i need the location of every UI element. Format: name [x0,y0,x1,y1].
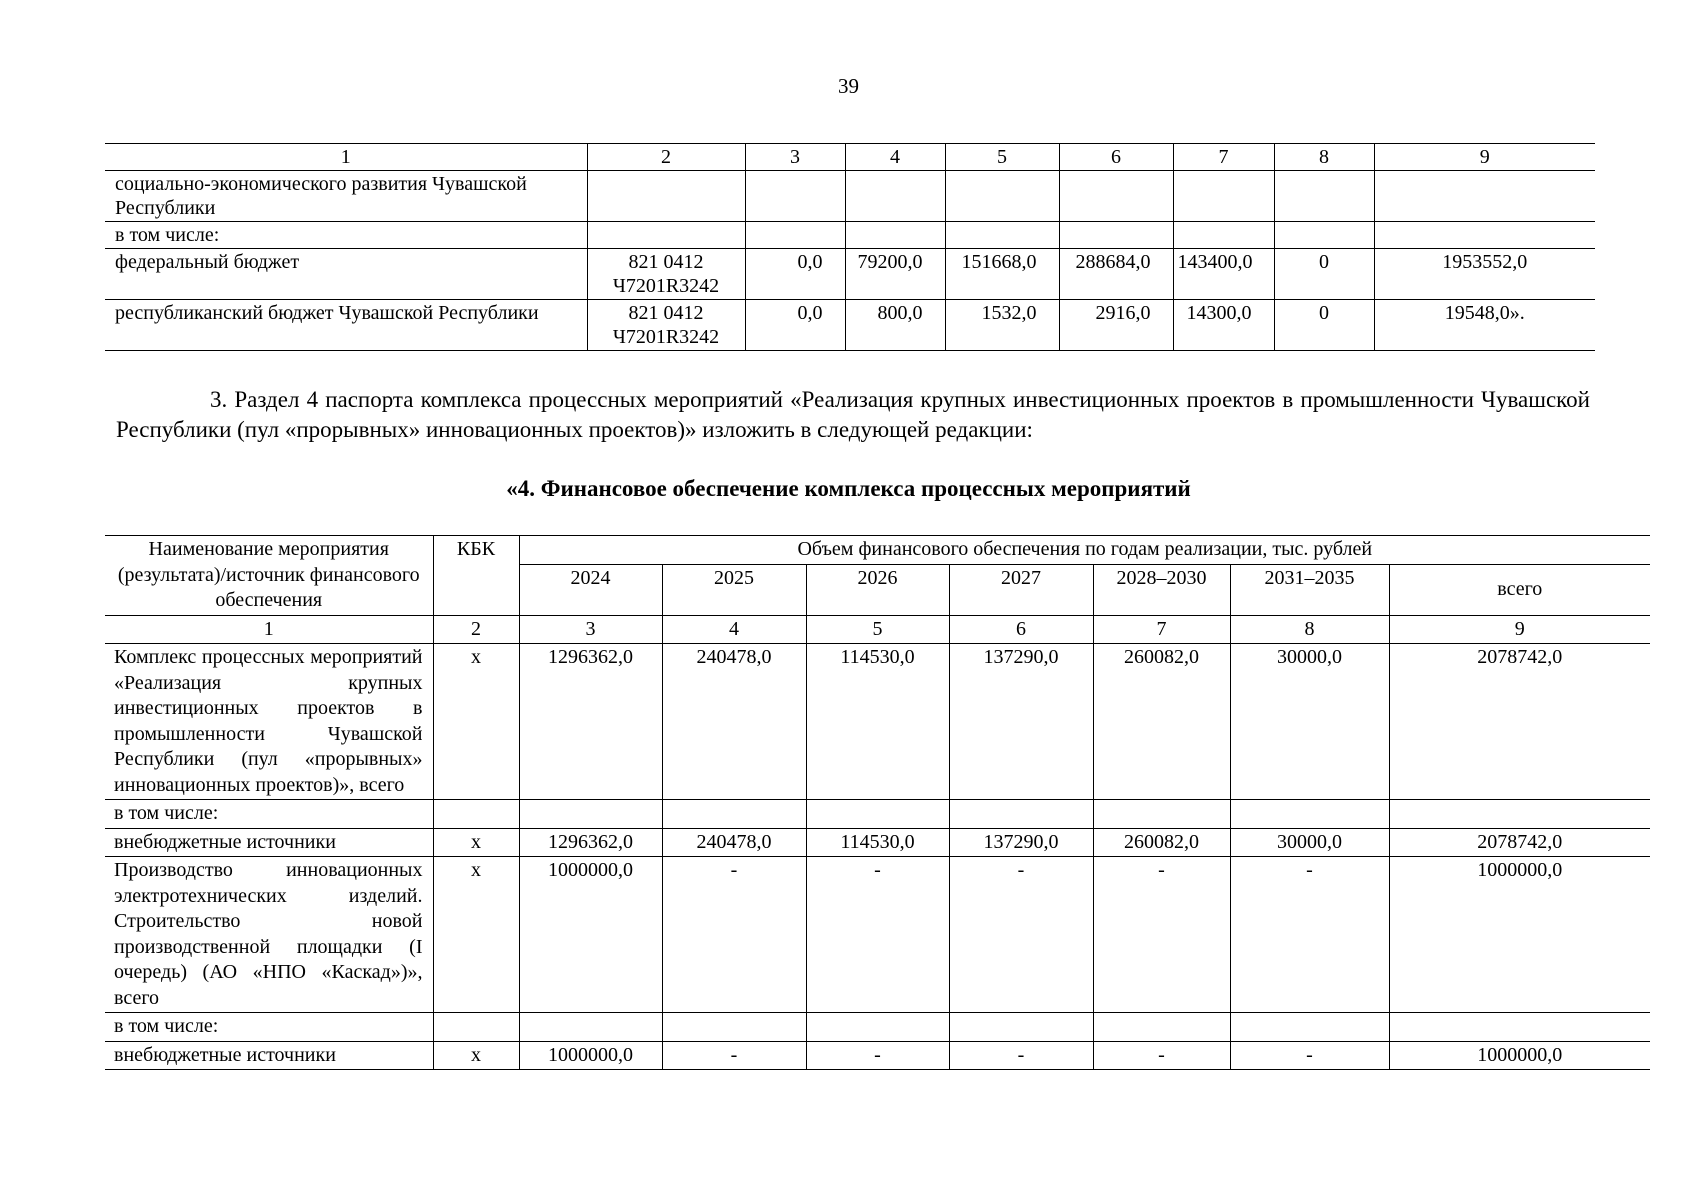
value-cell [662,800,806,829]
value-cell: - [1093,857,1230,1013]
value-cell: 0,0 [745,249,845,300]
value-cell: - [949,857,1093,1013]
col-header-year: 2031–2035 [1230,564,1389,615]
table2-col-number: 7 [1093,615,1230,644]
total-cell [1374,222,1595,249]
col-header-year: 2024 [519,564,662,615]
value-cell [1230,800,1389,829]
value-cell: - [1230,857,1389,1013]
row-name: в том числе: [105,222,587,249]
value-cell [519,1013,662,1042]
value-cell: 0 [1274,249,1374,300]
col-header-year: 2026 [806,564,949,615]
table1-col-number: 1 [105,144,587,171]
row-name: внебюджетные источники [105,1041,433,1070]
value-cell: 240478,0 [662,828,806,857]
value-cell [945,171,1059,222]
value-cell: 79200,0 [845,249,945,300]
table-row [105,828,1650,857]
total-cell [1389,800,1650,829]
table-row [105,171,1595,222]
value-cell: 288684,0 [1059,249,1173,300]
kbk-cell: 821 0412 Ч7201R3242 [587,300,745,351]
value-cell: 137290,0 [949,828,1093,857]
value-cell: 143400,0 [1173,249,1274,300]
value-cell: 114530,0 [806,644,949,800]
row-name: социально-экономического развития Чувашской Республики [105,171,587,222]
row-name: в том числе: [105,800,433,829]
kbk-cell [587,222,745,249]
value-cell [1274,222,1374,249]
col-header-name: Наименование мероприятия (результата)/источник финансового обеспечения [105,536,433,616]
value-cell [1230,1013,1389,1042]
table1-col-number: 8 [1274,144,1374,171]
table1-col-number: 4 [845,144,945,171]
table-row [105,800,1650,829]
value-cell [745,171,845,222]
financing-table [105,535,1650,1070]
value-cell: - [806,857,949,1013]
value-cell: 0 [1274,300,1374,351]
value-cell [945,222,1059,249]
value-cell [1274,171,1374,222]
table1-col-number: 7 [1173,144,1274,171]
value-cell: - [1093,1041,1230,1070]
total-cell: 19548,0». [1374,300,1595,351]
value-cell [806,800,949,829]
total-cell [1374,171,1595,222]
row-name: в том числе: [105,1013,433,1042]
value-cell: 1296362,0 [519,644,662,800]
table2-number-row [105,615,1650,644]
table2-col-number: 4 [662,615,806,644]
section-heading: «4. Финансовое обеспечение комплекса процессных мероприятий [506,476,1191,501]
value-cell: 1000000,0 [519,1041,662,1070]
value-cell [1093,800,1230,829]
total-cell [1389,1013,1650,1042]
value-cell: - [949,1041,1093,1070]
value-cell: 30000,0 [1230,644,1389,800]
table-row [105,300,1595,351]
table-row [105,222,1595,249]
value-cell: 1532,0 [945,300,1059,351]
value-cell [745,222,845,249]
total-cell: 1953552,0 [1374,249,1595,300]
value-cell: 137290,0 [949,644,1093,800]
value-cell: 260082,0 [1093,644,1230,800]
value-cell: 114530,0 [806,828,949,857]
value-cell [1059,171,1173,222]
table-row [105,644,1650,800]
total-cell: 2078742,0 [1389,644,1650,800]
value-cell: 260082,0 [1093,828,1230,857]
row-name: внебюджетные источники [105,828,433,857]
col-header-total: всего [1389,564,1650,615]
total-cell: 2078742,0 [1389,828,1650,857]
value-cell: 14300,0 [1173,300,1274,351]
value-cell [1173,222,1274,249]
kbk-cell: х [433,857,519,1013]
value-cell: 151668,0 [945,249,1059,300]
value-cell: 800,0 [845,300,945,351]
kbk-cell [433,1013,519,1042]
table2-col-number: 3 [519,615,662,644]
table1-col-number: 9 [1374,144,1595,171]
kbk-cell: 821 0412 Ч7201R3242 [587,249,745,300]
row-name: Комплекс процессных мероприятий «Реализация крупных инвестиционных проектов в промышленности Чувашской Республики (пул «прорывных» инновационных проектов)», всего [105,644,433,800]
row-name: республиканский бюджет Чувашской Республики [105,300,587,351]
table2-col-number: 5 [806,615,949,644]
total-cell: 1000000,0 [1389,857,1650,1013]
value-cell: 0,0 [745,300,845,351]
row-name: федеральный бюджет [105,249,587,300]
col-header-year: 2025 [662,564,806,615]
table2-col-number: 8 [1230,615,1389,644]
table-row [105,1013,1650,1042]
kbk-cell [433,800,519,829]
kbk-cell: х [433,644,519,800]
row-name: Производство инновационных электротехнических изделий. Строительство новой производственной площадки (I очередь) (АО «НПО «Каскад»)», всего [105,857,433,1013]
kbk-cell [587,171,745,222]
table1-col-number: 6 [1059,144,1173,171]
table-row [105,249,1595,300]
value-cell: - [806,1041,949,1070]
value-cell [519,800,662,829]
col-header-kbk: КБК [433,536,519,616]
value-cell [949,1013,1093,1042]
value-cell: 2916,0 [1059,300,1173,351]
value-cell: 240478,0 [662,644,806,800]
table-row [105,857,1650,1013]
value-cell: - [662,857,806,1013]
kbk-cell: х [433,828,519,857]
value-cell [1059,222,1173,249]
amendment-paragraph: 3. Раздел 4 паспорта комплекса процессных мероприятий «Реализация крупных инвестиционных проектов в промышленности Чувашской Республики (пул «прорывных» инновационных проектов)» изложить в следующей редакции: [116,387,1590,442]
col-header-year: 2027 [949,564,1093,615]
financing-table-continuation [105,143,1595,351]
total-cell: 1000000,0 [1389,1041,1650,1070]
col-header-year: 2028–2030 [1093,564,1230,615]
value-cell [1093,1013,1230,1042]
value-cell: - [662,1041,806,1070]
table2-col-number: 9 [1389,615,1650,644]
col-header-span: Объем финансового обеспечения по годам реализации, тыс. рублей [519,536,1650,565]
page-number: 39 [838,74,859,98]
table1-col-number: 5 [945,144,1059,171]
value-cell: 1000000,0 [519,857,662,1013]
value-cell [845,171,945,222]
table-row [105,1041,1650,1070]
value-cell [845,222,945,249]
table1-col-number: 2 [587,144,745,171]
value-cell: - [1230,1041,1389,1070]
value-cell: 1296362,0 [519,828,662,857]
table2-col-number: 2 [433,615,519,644]
table2-header-row [105,536,1650,565]
value-cell [806,1013,949,1042]
value-cell [662,1013,806,1042]
value-cell [1173,171,1274,222]
value-cell: 30000,0 [1230,828,1389,857]
table1-col-number: 3 [745,144,845,171]
table2-col-number: 1 [105,615,433,644]
table2-col-number: 6 [949,615,1093,644]
kbk-cell: х [433,1041,519,1070]
value-cell [949,800,1093,829]
table1-number-row [105,144,1595,171]
